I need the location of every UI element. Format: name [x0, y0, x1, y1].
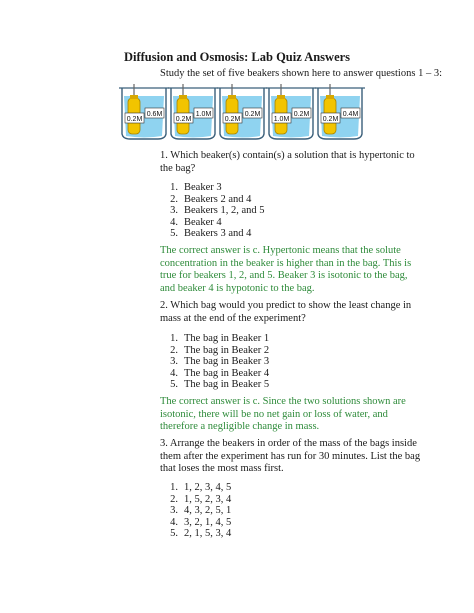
- bag-concentration: 0.2M: [126, 116, 143, 123]
- answer-1: [160, 245, 422, 295]
- bag-concentration: 0.2M: [322, 116, 339, 123]
- document-title: Diffusion and Osmosis: Lab Quiz Answers: [123, 50, 351, 64]
- option: 5. The bag in Beaker 5: [170, 379, 270, 391]
- beaker-5: [315, 84, 365, 139]
- question-1-options: [160, 182, 420, 240]
- option: 4. The bag in Beaker 4: [170, 367, 270, 379]
- option: 2. Beakers 2 and 4: [170, 193, 252, 205]
- bag-clip: [179, 95, 187, 99]
- option: 4. 3, 2, 1, 4, 5: [170, 516, 232, 528]
- beaker-concentration: 0.2M: [244, 111, 261, 118]
- option: 3. The bag in Beaker 3: [170, 356, 270, 368]
- bag-clip: [228, 95, 236, 99]
- question-1-text: 1. Which beaker(s) contain(s) a solution that is hypertonic to the bag?: [160, 150, 415, 174]
- question-3-options: [160, 482, 420, 540]
- option: 3. 4, 3, 2, 5, 1: [170, 505, 232, 517]
- question-2-text: 2. Which bag would you predict to show the least change in mass at the end of the experiment?: [160, 300, 412, 324]
- option: 1. The bag in Beaker 1: [170, 333, 270, 344]
- beaker-3: [217, 84, 267, 139]
- option: 1. 1, 2, 3, 4, 5: [170, 482, 232, 493]
- intro-text: Study the set of five beakers shown here to answer questions 1 – 3:: [160, 68, 442, 79]
- bag-concentration: 1.0M: [273, 116, 290, 123]
- bag-concentration: 0.2M: [175, 116, 192, 123]
- answer-2-text: The correct answer is c. Since the two solutions shown are isotonic, there will be no net gain or loss of water, and therefore a negligible change in mass.: [160, 396, 406, 432]
- question-2-options: [160, 333, 420, 391]
- answer-1-text: The correct answer is c. Hypertonic means that the solute concentration in the beaker is higher than in the bag. This is true for beakers 1, 2, and 5. Beaker 3 is isotonic to the bag, and beaker 4 is hypotonic to the bag.: [160, 245, 412, 294]
- question-3-text: 3. Arrange the beakers in order of the mass of the bags inside them after the experiment has run for 30 minutes. List the bag that loses the most mass first.: [160, 438, 421, 474]
- bag-concentration: 0.2M: [224, 116, 241, 123]
- question-3: [160, 438, 422, 476]
- answer-2: [160, 396, 422, 434]
- option: 5. 2, 1, 5, 3, 4: [170, 528, 232, 540]
- bag-clip: [130, 95, 138, 99]
- beaker-concentration: 1.0M: [195, 111, 212, 118]
- option: 1. Beaker 3: [170, 182, 222, 193]
- bag-clip: [277, 95, 285, 99]
- bag-clip: [326, 95, 334, 99]
- question-2: [160, 300, 422, 325]
- beaker-concentration: 0.4M: [342, 111, 359, 118]
- beaker-concentration: 0.2M: [293, 111, 310, 118]
- beaker-4: [266, 84, 316, 139]
- beaker-2: [168, 84, 218, 139]
- beaker-1: [119, 84, 169, 139]
- option: 3. Beakers 1, 2, and 5: [170, 205, 265, 217]
- option: 2. 1, 5, 2, 3, 4: [170, 493, 232, 505]
- question-1: [160, 150, 422, 175]
- beaker-concentration: 0.6M: [146, 111, 163, 118]
- option: 4. Beaker 4: [170, 216, 222, 228]
- option: 5. Beakers 3 and 4: [170, 228, 252, 240]
- beakers-illustration: [118, 84, 368, 140]
- option: 2. The bag in Beaker 2: [170, 344, 270, 356]
